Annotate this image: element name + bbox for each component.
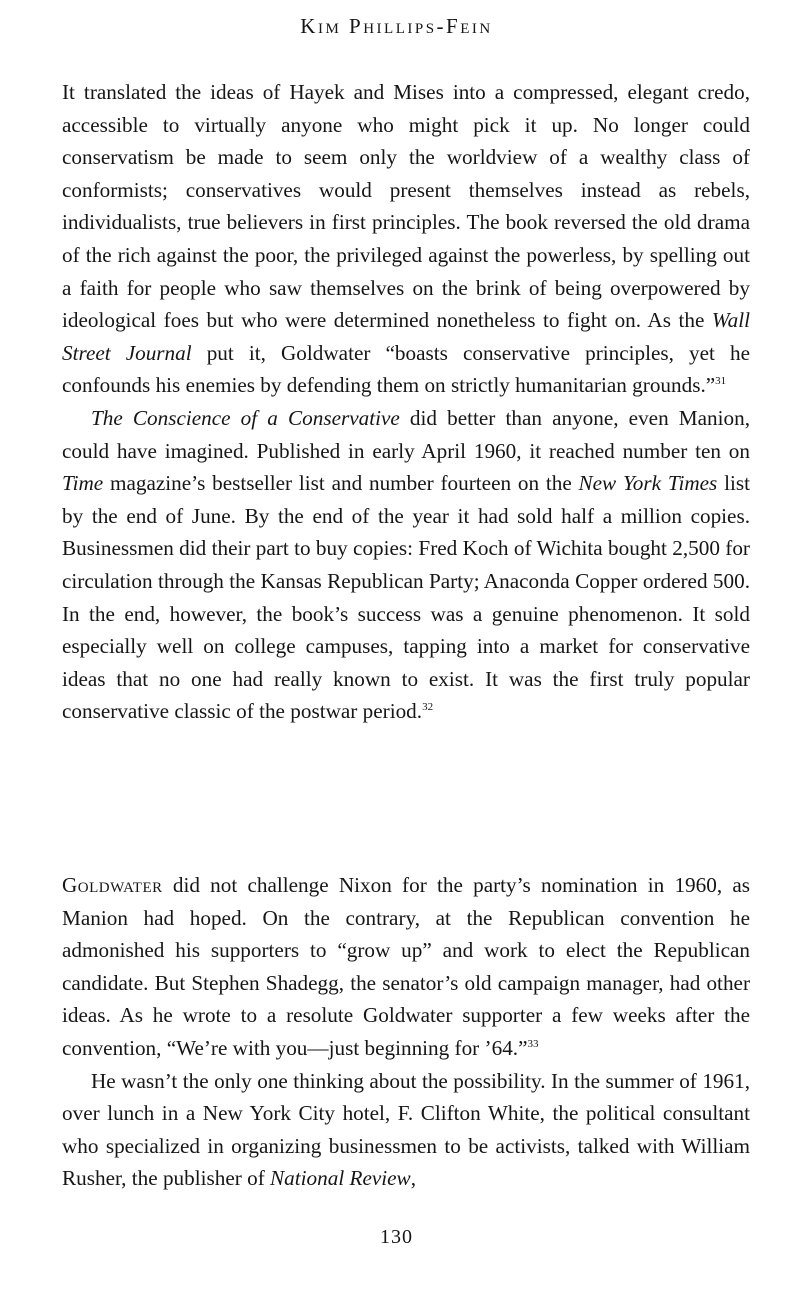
footnote-ref-33: 33 xyxy=(527,1037,539,1050)
footnote-ref-31: 31 xyxy=(715,375,727,388)
page-number: 130 xyxy=(380,1226,413,1248)
paragraph-2 xyxy=(62,402,750,728)
p1-italic-wall-street-journal: Wall Street Journal xyxy=(62,308,750,365)
p3-smallcaps-goldwater: Goldwater xyxy=(62,873,163,897)
p2-text-3: list by the end of June. By the end of the year it had sold half a million copies. Businessmen did their part to buy copies: Fred Koch of Wichita bought 2,500 for circulation through the Kansas Republican Party; Anaconda Copper ordered 500. In the end, however, the book’s success was a genuine phenomenon. It sold especially well on college campuses, tapping into a market for conservative ideas that no one had really known to exist. It was the first truly popular conservative classic of the postwar period. xyxy=(62,471,750,724)
p4-text-1: He wasn’t the only one thinking about the possibility. In the summer of 1961, over lunch in a New York City hotel, F. Clifton White, the political consultant who specialized in organizing businessmen to be activists, talked with William Rusher, the publisher of xyxy=(62,1068,750,1191)
p2-italic-time: Time xyxy=(62,471,104,496)
text-block-lower xyxy=(62,869,750,1195)
p1-text-1: It translated the ideas of Hayek and Mises into a compressed, elegant credo, accessible to virtually anyone who might pick it up. No longer could conservatism be made to seem only the worldview of a wealthy class of conformists; conservatives would present themselves instead as rebels, individualists, true believers in first principles. The book reversed the old drama of the rich against the poor, the privileged against the powerless, by spelling out a faith for people who saw themselves on the brink of being overpowered by ideological foes but who were determined nonetheless to fight on. As the xyxy=(62,80,750,333)
p4-italic-national-review: National Review xyxy=(270,1166,411,1191)
footnote-ref-32: 32 xyxy=(422,701,434,714)
paragraph-1 xyxy=(62,76,750,402)
p2-text-1: did better than anyone, even Manion, could have imagined. Published in early April 1960, it reached number ten on xyxy=(62,405,751,463)
p1-text-2: put it, Goldwater “boasts conservative principles, yet he confounds his enemies by defending them on strictly humanitarian grounds.” xyxy=(62,340,750,398)
text-block-upper xyxy=(62,76,750,728)
paragraph-4 xyxy=(62,1065,750,1195)
p2-text-2: magazine’s bestseller list and number fourteen on the xyxy=(103,471,579,496)
p2-italic-new-york-times: New York Times xyxy=(578,471,718,496)
p4-text-2: , xyxy=(410,1166,416,1191)
p3-text-1: did not challenge Nixon for the party’s nomination in 1960, as Manion had hoped. On the contrary, at the Republican convention he admonished his supporters to “grow up” and work to elect the Republican candidate. But Stephen Shadegg, the senator’s old campaign manager, had other ideas. As he wrote to a resolute Goldwater supporter a few weeks after the convention, “We’re with you—just beginning for ’64.” xyxy=(62,873,750,1060)
running-head: Kim Phillips-Fein xyxy=(300,14,493,38)
paragraph-3 xyxy=(62,869,750,1065)
p2-italic-book-title: The Conscience of a Conservative xyxy=(91,405,400,430)
